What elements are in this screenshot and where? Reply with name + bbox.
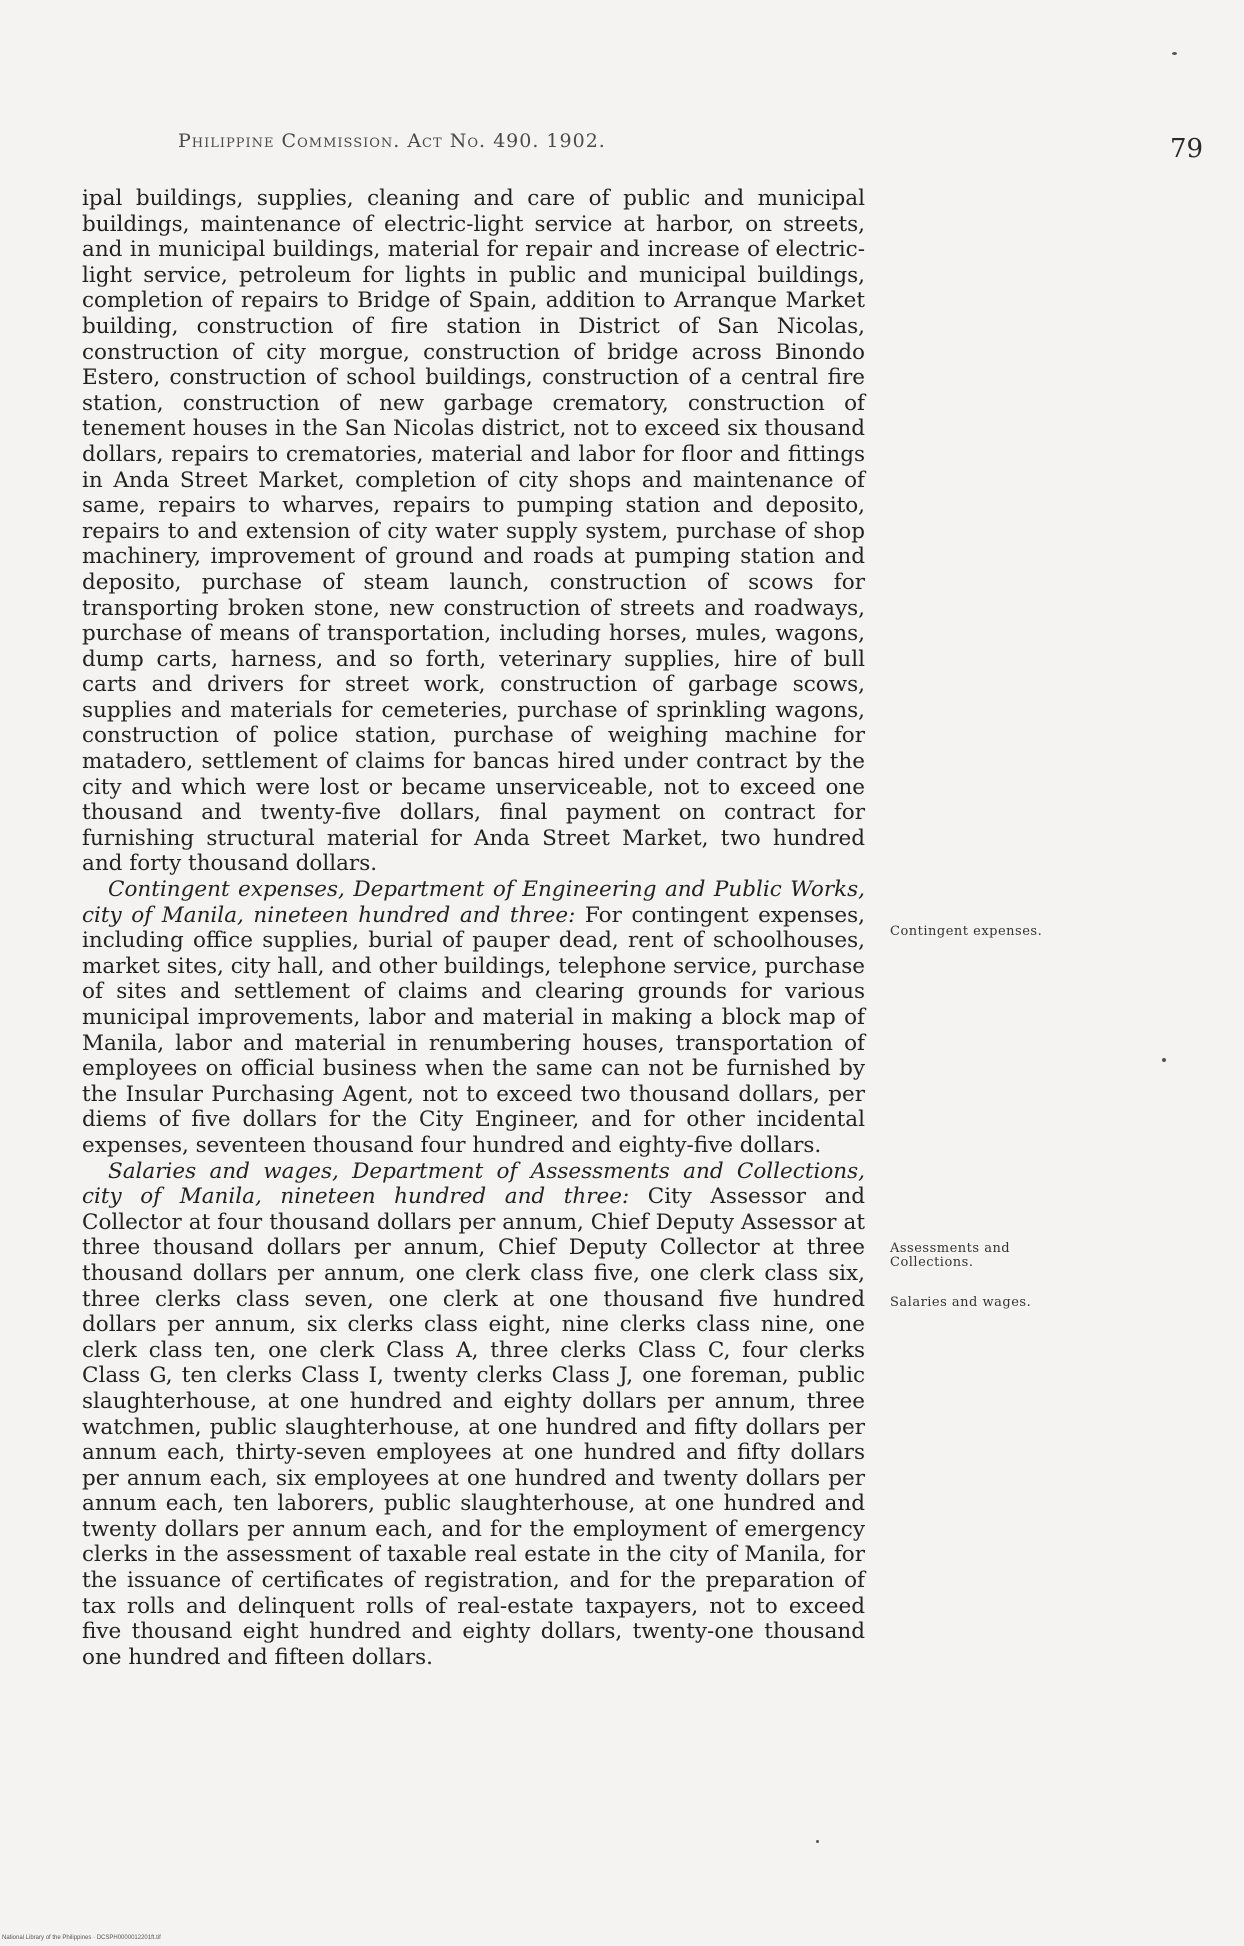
scan-speck xyxy=(1162,1058,1166,1062)
paragraph-salaries-wages xyxy=(82,1159,865,1671)
body-text xyxy=(82,186,865,1670)
running-head: Philippine Commission. Act No. 490. 1902. xyxy=(178,130,606,152)
contingent-heading: Contingent expenses, Department of Engineering and Public Works, city of Manila, nineteen hundred and three: xyxy=(82,877,865,928)
scan-speck xyxy=(816,1840,819,1843)
page-number: 79 xyxy=(1170,134,1204,164)
margin-note-salaries: Salaries and wages. xyxy=(890,1295,1032,1310)
margin-note-contingent: Contingent expenses. xyxy=(890,924,1043,939)
margin-note-assessments: Assessments and Collections. xyxy=(890,1241,1011,1270)
contingent-text: For contingent expenses, including office supplies, burial of pauper dead, rent of schoolhouses, market sites, city hall, and other buildings, telephone service, purchase of sites and settlement of claims and clearing grounds for various municipal improvements, labor and material in making a block map of Manila, labor and material in renumbering houses, transportation of employees on official business when the same can not be furnished by the Insular Purchasing Agent, not to exceed two thousand dollars, per diems of five dollars for the City Engineer, and for other incidental expenses, seventeen thousand four hundred and eighty-five dollars. xyxy=(82,902,865,1158)
salaries-heading: Salaries and wages, Department of Assessments and Collections, city of Manila, nineteen hundred and three: xyxy=(82,1158,865,1210)
salaries-text: City Assessor and Collector at four thousand dollars per annum, Chief Deputy Assessor at three thousand dollars per annum, Chief Deputy Collector at three thousand dollars per annum, one clerk class five, one clerk class six, three clerks class seven, one clerk at one thousand five hundred dollars per annum, six clerks class eight, nine clerks class nine, one clerk class ten, one clerk Class A, three clerks Class C, four clerks Class G, ten clerks Class I, twenty clerks Class J, one foreman, public slaughterhouse, at one hundred and eighty dollars per annum, three watchmen, public slaughterhouse, at one hundred and fifty dollars per annum each, thirty-seven employees at one hundred and fifty dollars per annum each, six employees at one hundred and twenty dollars per annum each, ten laborers, public slaughterhouse, at one hundred and twenty dollars per annum each, and for the employment of emergency clerks in the assessment of taxable real estate in the city of Manila, for the issuance of certificates of registration, and for the preparation of tax rolls and delinquent rolls of real-estate taxpayers, not to exceed five thousand eight hundred and eighty dollars, twenty-one thousand one hundred and fifteen dollars. xyxy=(82,1184,865,1670)
paragraph-contingent-expenses xyxy=(82,877,865,1159)
scan-speck xyxy=(1172,52,1177,55)
scan-credit: National Library of the Philippines · DCSPH0000012201ft.tif xyxy=(2,1935,161,1941)
paragraph-public-works: ipal buildings, supplies, cleaning and care of public and municipal buildings, maintenance of electric-light service at harbor, on streets, and in municipal buildings, material for repair and increase of electric-light service, petroleum for lights in public and municipal buildings, completion of repairs to Bridge of Spain, addition to Arranque Market building, construction of fire station in District of San Nicolas, construction of city morgue, construction of bridge across Binondo Estero, construction of school buildings, construction of a central fire station, construction of new garbage crematory, construction of tenement houses in the San Nicolas district, not to exceed six thousand dollars, repairs to crematories, material and labor for floor and fittings in Anda Street Market, completion of city shops and maintenance of same, repairs to wharves, repairs to pumping station and deposito, repairs to and extension of city water supply system, purchase of shop machinery, improvement of ground and roads at pumping station and deposito, purchase of steam launch, construction of scows for transporting broken stone, new construction of streets and roadways, purchase of means of transportation, including horses, mules, wagons, dump carts, harness, and so forth, veterinary supplies, hire of bull carts and drivers for street work, construction of garbage scows, supplies and materials for cemeteries, purchase of sprinkling wagons, construction of police station, purchase of weighing machine for matadero, settlement of claims for bancas hired under contract by the city and which were lost or became unserviceable, not to exceed one thousand and twenty-five dollars, final payment on contract for furnishing structural material for Anda Street Market, two hundred and forty thousand dollars. xyxy=(82,186,865,877)
